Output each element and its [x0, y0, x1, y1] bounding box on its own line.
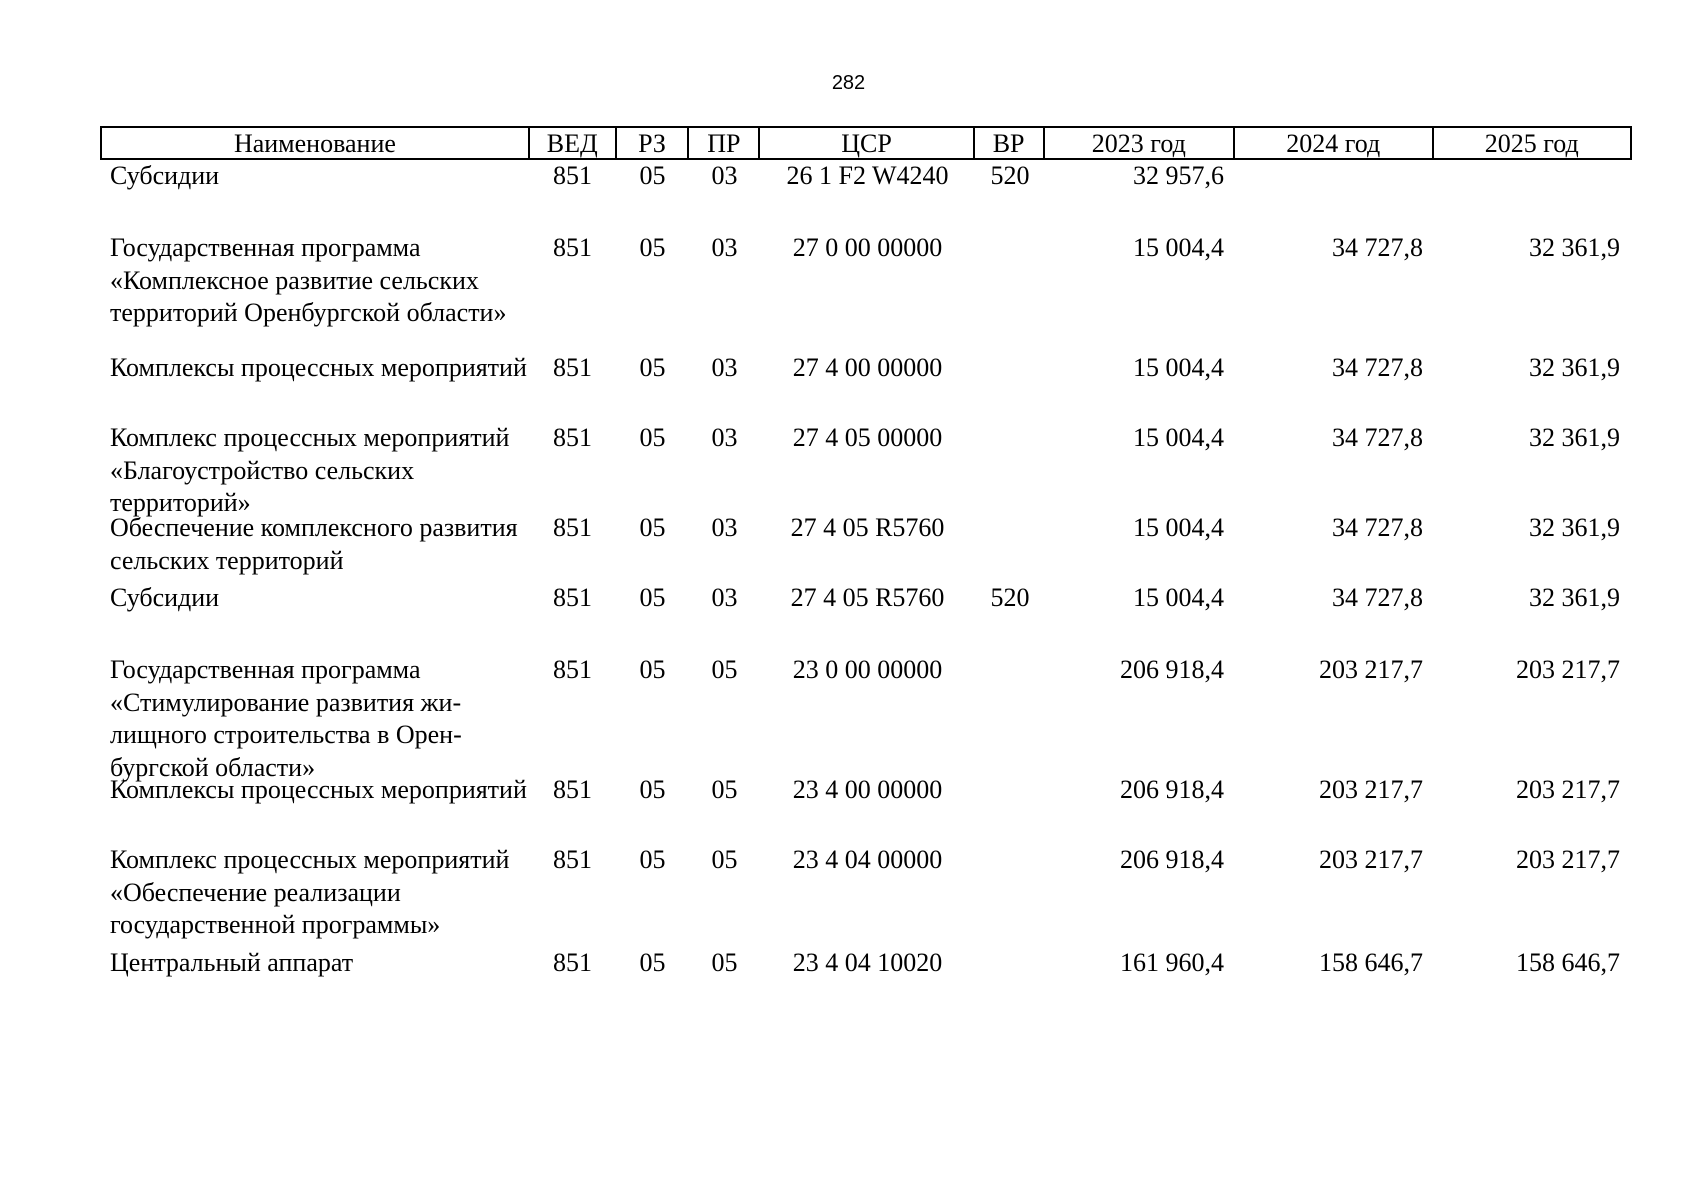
- row-pr: 05: [711, 948, 738, 977]
- row-vr: [975, 947, 1045, 987]
- row-ved: 851: [553, 161, 592, 190]
- header-rz: РЗ: [617, 128, 690, 158]
- row-vr: [975, 352, 1045, 422]
- header-2025: 2025 год: [1484, 129, 1579, 158]
- row-pr: 05: [711, 655, 738, 684]
- row-vr: [975, 232, 1045, 352]
- row-2024: 34 727,8: [1332, 583, 1423, 612]
- row-csr: 23 0 00 00000: [792, 655, 943, 684]
- row-pr: 05: [711, 845, 738, 874]
- row-csr: 27 4 05 R5760: [790, 513, 945, 542]
- row-2023: 15 004,4: [1133, 513, 1224, 542]
- row-pr: 03: [711, 423, 738, 452]
- row-pr: 03: [711, 513, 738, 542]
- row-rz: 05: [639, 775, 666, 804]
- row-2024: 34 727,8: [1332, 423, 1423, 452]
- row-name: Государственная программа «Комплексное развитие сельских территорий Оренбургской области»: [110, 233, 507, 327]
- table-row: [100, 844, 1632, 947]
- page-number: 282: [831, 72, 866, 94]
- row-name: Субсидии: [110, 583, 220, 612]
- header-2023: 2023 год: [1045, 128, 1236, 158]
- row-csr: 23 4 04 00000: [792, 845, 943, 874]
- header-2024: 2024 год: [1235, 128, 1433, 158]
- row-ved: 851: [553, 948, 592, 977]
- row-2025: 32 361,9: [1529, 513, 1620, 542]
- row-2025: 203 217,7: [1516, 845, 1620, 874]
- table-row: [100, 232, 1632, 352]
- row-2023: 206 918,4: [1120, 845, 1224, 874]
- row-2024: 203 217,7: [1319, 655, 1423, 684]
- row-2023: 161 960,4: [1120, 948, 1224, 977]
- row-2023: 15 004,4: [1133, 583, 1224, 612]
- table-row: [100, 352, 1632, 422]
- row-ved: 851: [553, 233, 592, 262]
- row-2023: 15 004,4: [1133, 353, 1224, 382]
- row-ved: 851: [553, 353, 592, 382]
- row-2025: 32 361,9: [1529, 353, 1620, 382]
- row-ved: 851: [553, 845, 592, 874]
- header-csr: ЦСР: [760, 128, 974, 158]
- row-2023: 206 918,4: [1120, 655, 1224, 684]
- row-2025: 203 217,7: [1516, 775, 1620, 804]
- row-2024: 203 217,7: [1319, 845, 1423, 874]
- row-2024: 34 727,8: [1332, 353, 1423, 382]
- table-header: [100, 126, 1632, 160]
- row-ved: 851: [553, 583, 592, 612]
- row-csr: 23 4 00 00000: [792, 775, 943, 804]
- row-csr: 27 4 05 R5760: [790, 583, 945, 612]
- row-rz: 05: [639, 353, 666, 382]
- row-2024: 34 727,8: [1332, 513, 1423, 542]
- row-vr: [975, 512, 1045, 582]
- row-rz: 05: [639, 513, 666, 542]
- row-2024: 203 217,7: [1319, 775, 1423, 804]
- row-2024: [1236, 160, 1435, 232]
- header-ved: ВЕД: [530, 128, 617, 158]
- row-ved: 851: [553, 655, 592, 684]
- row-name: Государственная программа «Стимулирование развития жилищного строительства в Оренбургской области»: [110, 655, 462, 782]
- row-rz: 05: [639, 845, 666, 874]
- row-name: Субсидии: [110, 161, 220, 190]
- row-vr: 520: [990, 161, 1030, 190]
- row-2023: 15 004,4: [1133, 233, 1224, 262]
- row-name: Комплексы процессных мероприятий: [110, 775, 527, 804]
- table-row: [100, 654, 1632, 782]
- row-vr: [975, 422, 1045, 512]
- row-rz: 05: [639, 948, 666, 977]
- row-vr: [975, 654, 1045, 774]
- row-rz: 05: [639, 583, 666, 612]
- header-vr: ВР: [975, 128, 1045, 158]
- row-name: Комплексы процессных мероприятий: [110, 353, 527, 382]
- row-2023: 15 004,4: [1133, 423, 1224, 452]
- row-2025: [1435, 160, 1632, 232]
- row-csr: 27 0 00 00000: [792, 233, 943, 262]
- table-row: [100, 774, 1632, 844]
- row-name: Центральный аппарат: [110, 948, 354, 977]
- table-row: [100, 582, 1632, 654]
- row-name: Комплекс процессных мероприятий «Обеспечение реализации государственной программы»: [110, 845, 510, 939]
- row-ved: 851: [553, 775, 592, 804]
- row-2025: 32 361,9: [1529, 233, 1620, 262]
- row-ved: 851: [553, 513, 592, 542]
- table-row: [100, 422, 1632, 517]
- row-2025: 158 646,7: [1516, 948, 1620, 977]
- row-rz: 05: [639, 161, 666, 190]
- row-2025: 32 361,9: [1529, 423, 1620, 452]
- row-name: Обеспечение комплексного развития сельских территорий: [110, 513, 518, 575]
- row-2024: 158 646,7: [1319, 948, 1423, 977]
- row-2025: 203 217,7: [1516, 655, 1620, 684]
- table-row: [100, 512, 1632, 582]
- row-2023: 32 957,6: [1133, 161, 1224, 190]
- row-pr: 03: [711, 583, 738, 612]
- row-pr: 05: [711, 775, 738, 804]
- table-body: [100, 160, 1632, 987]
- row-2025: 32 361,9: [1529, 583, 1620, 612]
- row-csr: 26 1 F2 W4240: [786, 161, 949, 190]
- row-csr: 23 4 04 10020: [792, 948, 943, 977]
- row-ved: 851: [553, 423, 592, 452]
- row-rz: 05: [639, 655, 666, 684]
- row-rz: 05: [639, 423, 666, 452]
- table-row: [100, 947, 1632, 987]
- row-csr: 27 4 05 00000: [792, 423, 943, 452]
- row-csr: 27 4 00 00000: [792, 353, 943, 382]
- table-row: [100, 160, 1632, 232]
- row-name: Комплекс процессных мероприятий «Благоустройство сельских территорий»: [110, 423, 510, 517]
- row-vr: [975, 844, 1045, 947]
- row-2024: 34 727,8: [1332, 233, 1423, 262]
- row-rz: 05: [639, 233, 666, 262]
- row-vr: [975, 774, 1045, 844]
- row-pr: 03: [711, 161, 738, 190]
- row-pr: 03: [711, 233, 738, 262]
- row-vr: 520: [990, 583, 1030, 612]
- header-name: Наименование: [102, 128, 530, 158]
- row-2023: 206 918,4: [1120, 775, 1224, 804]
- row-pr: 03: [711, 353, 738, 382]
- header-pr: ПР: [689, 128, 760, 158]
